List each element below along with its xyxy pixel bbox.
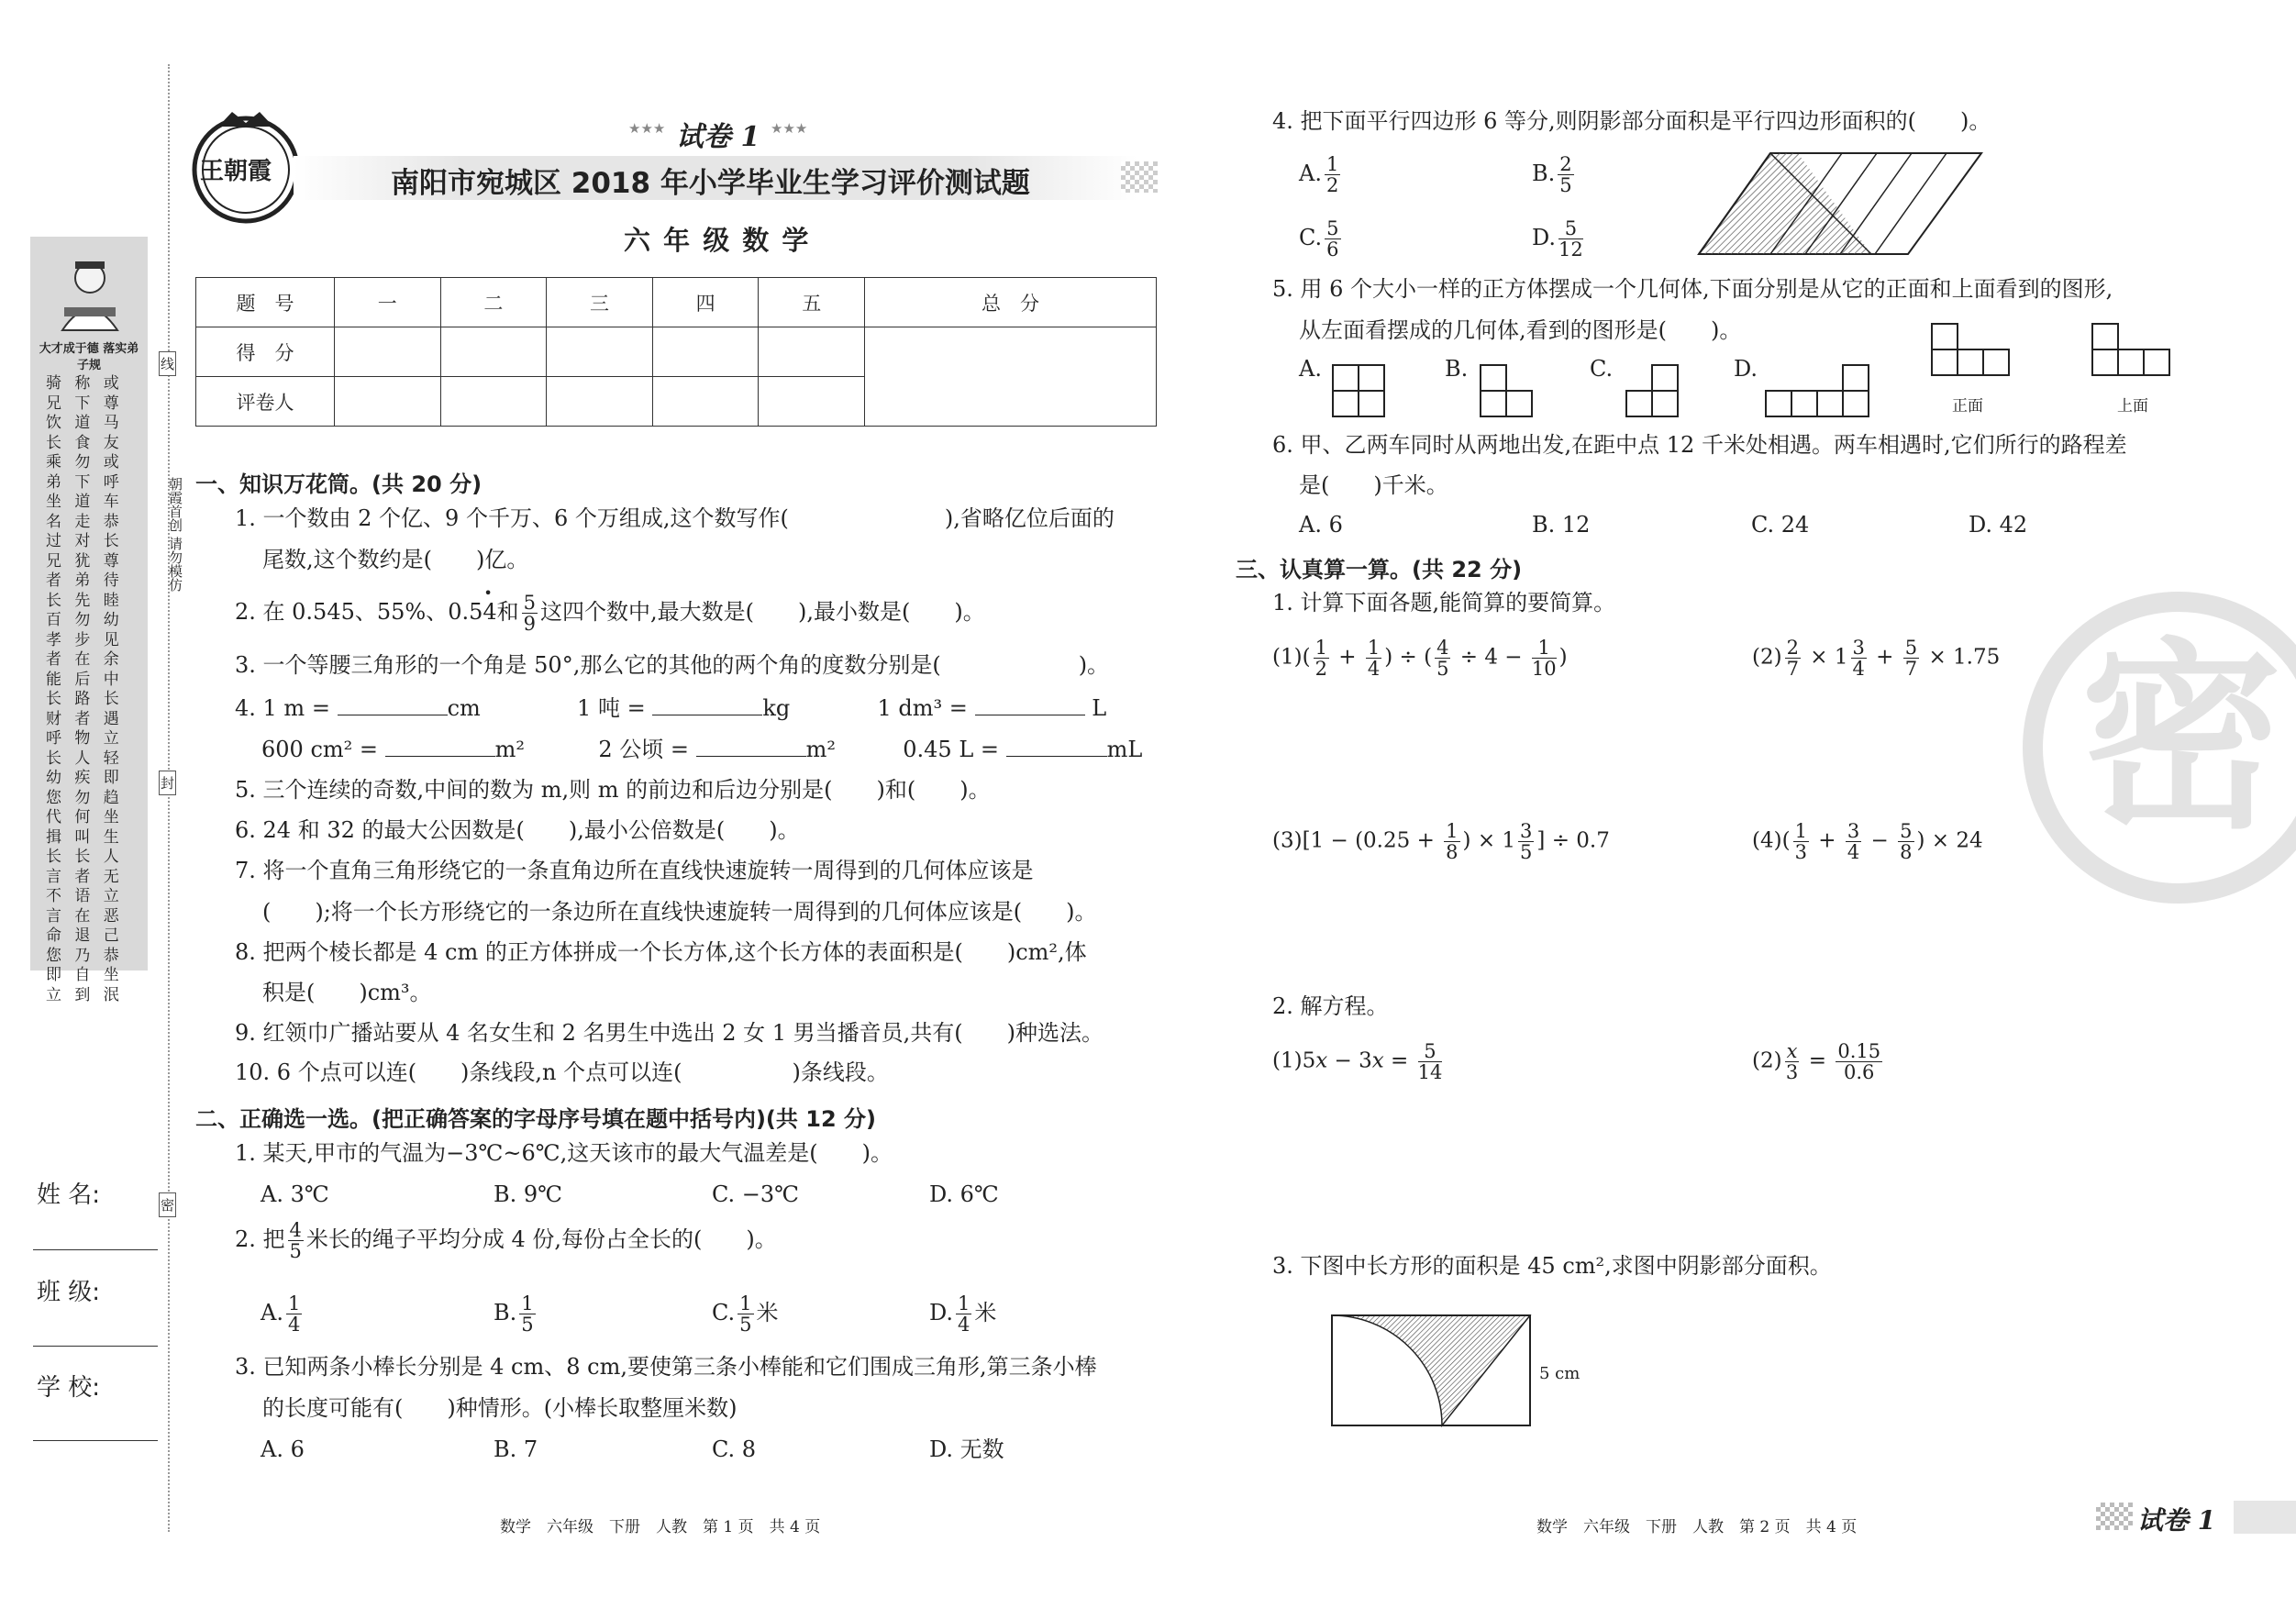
- footer-tag: 试卷 1: [2137, 1505, 2216, 1536]
- score-cell[interactable]: [335, 327, 441, 377]
- star-right: ★★★: [771, 120, 808, 137]
- s2-q3-opt-a[interactable]: A. 6: [261, 1436, 305, 1462]
- class-field-label: 班 级:: [37, 1279, 101, 1306]
- class-field-line[interactable]: [33, 1346, 158, 1347]
- s2-q6-opt-d[interactable]: D. 42: [1969, 512, 2028, 538]
- s2-q4-opt-c[interactable]: C. $\frac{5}{6}$: [1299, 217, 1339, 261]
- sidebar-motto: 大才成于德 落实弟子规: [39, 342, 139, 373]
- s2-q3-opt-c[interactable]: C. 8: [712, 1436, 757, 1462]
- footer-tag-bar: [2234, 1501, 2296, 1534]
- rectangle-figure: [1330, 1314, 1532, 1428]
- front-view-label: 正面: [1952, 397, 1983, 416]
- calc-3: (3)[1 − (0.25 + $\frac{1}{8}$ ) × 1 $\frac{3}{5}$ ] ÷ 0.7: [1272, 820, 1610, 864]
- blank[interactable]: [696, 756, 806, 757]
- score-col-4: 四: [652, 278, 759, 327]
- cut-mark-feng: 封: [159, 771, 176, 795]
- blank[interactable]: [385, 756, 495, 757]
- s1-q4-row1: 4. 1 m = cm 1 吨 = kg 1 dm³ = L: [235, 695, 1107, 721]
- score-cell[interactable]: [440, 327, 547, 377]
- grader-cell[interactable]: [335, 377, 441, 427]
- name-field-label: 姓 名:: [37, 1181, 101, 1209]
- s2-q4-opt-b[interactable]: B. $\frac{2}{5}$: [1532, 153, 1572, 197]
- footer-left: 数学 六年级 下册 人教 第 1 页 共 4 页: [500, 1518, 821, 1536]
- cut-mark-mi: 密: [159, 1192, 176, 1217]
- scholar-illustration: [44, 243, 136, 335]
- score-cell[interactable]: [759, 327, 865, 377]
- s1-q2: 2. 在 0.545、55%、0.5 • 4和 $\frac{5}{9}$ 这四个数中,最大数是( ),最小数是( )。: [235, 584, 985, 636]
- calc-4: (4)( $\frac{1}{3}$ + $\frac{3}{4}$ − $\frac{5}{8}$ ) × 24: [1752, 820, 1983, 864]
- grader-cell[interactable]: [440, 377, 547, 427]
- subject-title: 六 年 级 数 学: [624, 225, 811, 256]
- s2-q3-opt-d[interactable]: D. 无数: [929, 1436, 1004, 1462]
- s2-q6: 6. 甲、乙两车同时从两地出发,在距中点 12 千米处相遇。两车相遇时,它们所行的路程差: [1272, 432, 2127, 458]
- s2-q4-opt-d[interactable]: D. $\frac{5}{12}$: [1532, 217, 1583, 261]
- s3-q1: 1. 计算下面各题,能简算的要简算。: [1272, 590, 1616, 616]
- s2-q4: 4. 把下面平行四边形 6 等分,则阴影部分面积是平行四边形面积的( )。: [1272, 108, 1991, 134]
- parallelogram-figure: [1697, 151, 1991, 257]
- footer-right: 数学 六年级 下册 人教 第 2 页 共 4 页: [1536, 1518, 1858, 1536]
- score-header-label: 题 号: [196, 278, 335, 327]
- s2-q5-opt-d[interactable]: D.: [1734, 356, 1758, 382]
- s2-q2-opt-a[interactable]: A. $\frac{1}{4}$: [261, 1292, 301, 1336]
- rectangle-height-label: 5 cm: [1539, 1364, 1581, 1383]
- section-1-heading: 一、知识万花筒。(共 20 分): [195, 471, 482, 497]
- section-3-heading: 三、认真算一算。(共 22 分): [1236, 557, 1523, 582]
- equation-2: (2) $\frac{x}{3}$ = $\frac{0.15}{0.6}$: [1752, 1040, 1881, 1084]
- section-2-heading: 二、正确选一选。(把正确答案的字母序号填在题中括号内)(共 12 分): [195, 1106, 876, 1132]
- grader-cell[interactable]: [652, 377, 759, 427]
- s2-q5-opt-c[interactable]: C.: [1590, 356, 1614, 382]
- s2-q1-opt-b[interactable]: B. 9℃: [494, 1181, 563, 1207]
- s2-q5-cont: 从左面看摆成的几何体,看到的图形是( )。: [1299, 317, 1742, 343]
- grader-cell[interactable]: [547, 377, 653, 427]
- s2-q6-opt-b[interactable]: B. 12: [1532, 512, 1591, 538]
- s1-q7: 7. 将一个直角三角形绕它的一条直角边所在直线快速旋转一周得到的几何体应该是: [235, 858, 1034, 883]
- star-left: ★★★: [628, 120, 666, 137]
- s2-q6-opt-c[interactable]: C. 24: [1751, 512, 1810, 538]
- s2-q1-opt-d[interactable]: D. 6℃: [929, 1181, 999, 1207]
- s1-q6: 6. 24 和 32 的最大公因数是( ),最小公倍数是( )。: [235, 817, 800, 843]
- s3-q2: 2. 解方程。: [1272, 993, 1389, 1019]
- s1-q10: 10. 6 个点可以连( )条线段,n 个点可以连( )条线段。: [235, 1059, 889, 1085]
- dotted-cut-line: [168, 64, 170, 1532]
- s2-q2-opt-c[interactable]: C. $\frac{1}{5}$ 米: [712, 1292, 779, 1336]
- score-cell[interactable]: [547, 327, 653, 377]
- watermark-character: 密: [2080, 621, 2283, 856]
- name-field-line[interactable]: [33, 1249, 158, 1250]
- s2-q6-opt-a[interactable]: A. 6: [1299, 512, 1343, 538]
- score-col-1: 一: [335, 278, 441, 327]
- grader-cell[interactable]: [759, 377, 865, 427]
- s2-q1-opt-a[interactable]: A. 3℃: [261, 1181, 329, 1207]
- checker-decoration: [1121, 161, 1158, 193]
- s1-q3: 3. 一个等腰三角形的一个角是 50°,那么它的其他的两个角的度数分别是( )。: [235, 652, 1110, 678]
- score-row-label: 得 分: [196, 327, 335, 377]
- s2-q6-cont: 是( )千米。: [1299, 472, 1448, 498]
- footer-tag-pattern: [2096, 1503, 2133, 1530]
- s1-q4-row2: 600 cm² = m² 2 公顷 = m² 0.45 L = mL: [261, 737, 1143, 762]
- score-col-2: 二: [440, 278, 547, 327]
- exam-title: 南阳市宛城区 2018 年小学毕业生学习评价测试题: [391, 167, 1030, 200]
- s2-q5: 5. 用 6 个大小一样的正方体摆成一个几何体,下面分别是从它的正面和上面看到的图形,: [1272, 276, 2113, 302]
- s1-q1: 1. 一个数由 2 个亿、9 个千万、6 个万组成,这个数写作( ),省略亿位后面的: [235, 505, 1115, 531]
- blank[interactable]: [1006, 756, 1107, 757]
- s2-q5-opt-b[interactable]: B.: [1445, 356, 1469, 382]
- copyright-notice: 朝霞首创 请勿模仿: [167, 477, 183, 592]
- s2-q3-opt-b[interactable]: B. 7: [494, 1436, 538, 1462]
- score-col-total: 总 分: [865, 278, 1157, 327]
- s2-q3: 3. 已知两条小棒长分别是 4 cm、8 cm,要使第三条小棒能和它们围成三角形,第三条小棒: [235, 1354, 1097, 1380]
- top-view-label: 上面: [2117, 397, 2148, 416]
- paper-tag: 试卷 1: [676, 121, 760, 153]
- s2-q2-opt-d[interactable]: D. $\frac{1}{4}$ 米: [929, 1292, 997, 1336]
- sidebar-poem: 骑 称 或 兄 下 尊 饮 道 马 长 食 友 乘 勿 或 弟 下 呼 坐 道 车 名 走 恭 过 对 长 兄 犹 尊 者 弟 待 长 先 睦 百 勿 幼 孝 步 见 者 在 余 能 后 中 长 路 长 财 者 遇 呼 物 立 长 人 轻 幼 疾 即 您 勿 趋 代 何 坐 揖 叫 生 长 长 人 言 者 无 不 语 立 言 在 恶 命 退 己 您 乃 恭 即 自 坐 立 到 泯: [46, 374, 125, 1004]
- s1-q5: 5. 三个连续的奇数,中间的数为 m,则 m 的前边和后边分别是( )和( )。: [235, 777, 991, 803]
- total-score-cell[interactable]: [865, 327, 1157, 427]
- s1-q8: 8. 把两个棱长都是 4 cm 的正方体拼成一个长方体,这个长方体的表面积是( )cm²,体: [235, 939, 1087, 965]
- school-field-line[interactable]: [33, 1440, 158, 1441]
- score-col-3: 三: [547, 278, 653, 327]
- s1-q8-cont: 积是( )cm³。: [262, 980, 432, 1005]
- equation-1: (1)5x − 3x = $\frac{5}{14}$: [1272, 1040, 1443, 1084]
- calc-1: (1)( $\frac{1}{2}$ + $\frac{1}{4}$ ) ÷ ( $\frac{4}{5}$ ÷ 4 − $\frac{1}{10}$ ): [1272, 637, 1568, 681]
- score-table: [195, 277, 1157, 427]
- s1-q9: 9. 红领巾广播站要从 4 名女生和 2 名男生中选出 2 女 1 男当播音员,共有( )种选法。: [235, 1020, 1104, 1046]
- brand-logo-text: 王朝霞: [200, 158, 272, 185]
- score-col-5: 五: [759, 278, 865, 327]
- score-cell[interactable]: [652, 327, 759, 377]
- s2-q4-opt-a[interactable]: A. $\frac{1}{2}$: [1299, 153, 1339, 197]
- s2-q2: 2. 把 $\frac{4}{5}$ 米长的绳子平均分成 4 份,每份占全长的( )。: [235, 1219, 777, 1263]
- s3-q3: 3. 下图中长方形的面积是 45 cm²,求图中阴影部分面积。: [1272, 1253, 1832, 1279]
- s2-q1: 1. 某天,甲市的气温为−3℃~6℃,这天该市的最大气温差是( )。: [235, 1140, 893, 1166]
- s2-q1-opt-c[interactable]: C. −3℃: [712, 1181, 799, 1207]
- s2-q2-opt-b[interactable]: B. $\frac{1}{5}$: [494, 1292, 534, 1336]
- s1-q7-cont: ( );将一个长方形绕它的一条边所在直线快速旋转一周得到的几何体应该是( )。: [262, 899, 1097, 925]
- s1-q1-cont: 尾数,这个数约是( )亿。: [262, 547, 529, 572]
- s2-q3-cont: 的长度可能有( )种情形。(小棒长取整厘米数): [262, 1395, 738, 1421]
- calc-2: (2) $\frac{2}{7}$ × 1 $\frac{3}{4}$ + $\frac{5}{7}$ × 1.75: [1752, 637, 2001, 681]
- cut-mark-xian: 线: [159, 351, 176, 376]
- school-field-label: 学 校:: [37, 1374, 101, 1402]
- grader-row-label: 评卷人: [196, 377, 335, 427]
- s2-q5-opt-a[interactable]: A.: [1299, 356, 1322, 382]
